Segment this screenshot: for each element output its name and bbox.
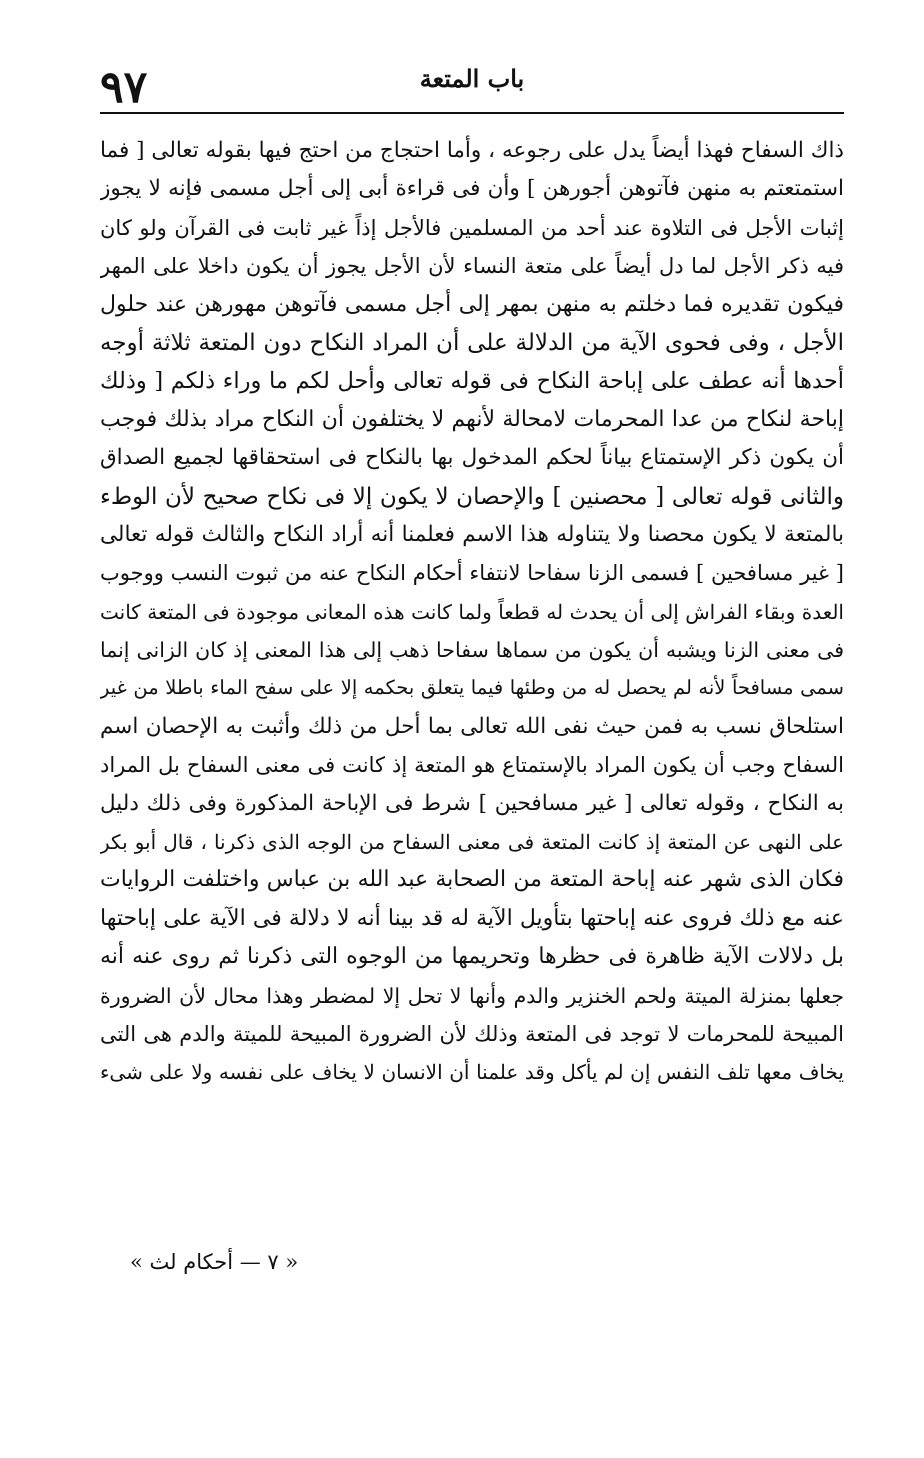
text-line: فى معنى الزنا ويشبه أن يكون من سماها سفاحا ذهب إلى هذا المعنى إذ كان الزانى إنما [100, 638, 844, 663]
header-divider [100, 112, 844, 114]
text-line: سمى مسافحاً لأنه لم يحصل له من وطئها فيما يتعلق بحكمه إلا على سفح الماء باطلا من غير [100, 676, 844, 700]
text-line: أحدها أنه عطف على إباحة النكاح فى قوله تعالى وأحل لكم ما وراء ذلكم [ وذلك [100, 368, 844, 395]
text-line: السفاح وجب أن يكون المراد بالإستمتاع هو المتعة إذ كانت فى معنى السفاح بل المراد [100, 753, 844, 778]
text-line: فيكون تقديره فما دخلتم به منهن بمهر إلى أجل مسمى فآتوهن مهورهن عند حلول [100, 291, 844, 317]
text-line: العدة وبقاء الفراش إلى أن يحدث له قطعاً ولما كانت هذه المعانى موجودة فى المتعة كانت [100, 599, 844, 624]
page-header [100, 56, 844, 116]
text-line: فكان الذى شهر عنه إباحة المتعة من الصحابة عبد الله بن عباس واختلفت الروايات [100, 867, 844, 893]
text-line: بل دلالات الآية ظاهرة فى حظرها وتحريمها من الوجوه التى ذكرنا ثم روى عنه أنه [100, 944, 844, 970]
text-line: استلحاق نسب به فمن حيث نفى الله تعالى بما أحل من ذلك وأثبت به الإحصان اسم [100, 713, 844, 739]
text-line: جعلها بمنزلة الميتة ولحم الخنزير والدم وأنها لا تحل إلا لمضطر وهذا محال لأن الضرورة [100, 983, 844, 1008]
text-line: أن يكون ذكر الإستمتاع بياناً لحكم المدخول بها بالنكاح فى استحقاقها لجميع الصداق [100, 445, 844, 471]
text-line: يخاف معها تلف النفس إن لم يأكل وقد علمنا أن الانسان لا يخاف على نفسه ولا على شىء [100, 1060, 844, 1085]
running-title: باب المتعة [419, 64, 525, 93]
text-line: بالمتعة لا يكون محصنا ولا يتناوله هذا الاسم فعلمنا أنه أراد النكاح والثالث قوله تعالى [100, 521, 844, 547]
signature-mark: « ٧ — أحكام لث » [130, 1250, 299, 1274]
text-line: [ غير مسافحين ] فسمى الزنا سفاحا لانتفاء أحكام النكاح عنه من ثبوت النسب ووجوب [100, 561, 844, 586]
text-line: إثبات الأجل فى التلاوة عند أحد من المسلمين فالأجل إذاً غير ثابت فى القرآن ولو كان [100, 215, 844, 240]
body-text [100, 132, 844, 1092]
text-line: المبيحة للمحرمات لا توجد فى المتعة وذلك لأن الضرورة المبيحة للميتة والدم هى التى [100, 1021, 844, 1046]
text-line: ذاك السفاح فهذا أيضاً يدل على رجوعه ، وأما احتجاج من احتج فيها بقوله تعالى [ فما [100, 138, 844, 163]
text-line: الأجل ، وفى فحوى الآية من الدلالة على أن المراد النكاح دون المتعة ثلاثة أوجه [100, 329, 844, 356]
page-number: ٩٧ [100, 62, 148, 113]
text-line: فيه ذكر الأجل لما دل أيضاً على متعة النساء لأن الأجل يجوز أن يكون داخلا على المهر [100, 254, 844, 279]
text-line: به النكاح ، وقوله تعالى [ غير مسافحين ] شرط فى الإباحة المذكورة وفى ذلك دليل [100, 790, 844, 816]
text-line: والثانى قوله تعالى [ محصنين ] والإحصان لا يكون إلا فى نكاح صحيح لأن الوطء [100, 483, 844, 510]
text-line: إباحة لنكاح من عدا المحرمات لامحالة لأنهم لا يختلفون أن النكاح مراد بذلك فوجب [100, 406, 844, 432]
text-line: على النهى عن المتعة إذ كانت المتعة فى معنى السفاح من الوجه الذى ذكرنا ، قال أبو بكر [100, 830, 844, 855]
text-line: عنه مع ذلك فروى عنه إباحتها بتأويل الآية له قد بينا أنه لا دلالة فى الآية على إباحتها [100, 905, 844, 931]
text-line: استمتعتم به منهن فآتوهن أجورهن ] وأن فى قراءة أبى إلى أجل مسمى فإنه لا يجوز [100, 176, 844, 202]
